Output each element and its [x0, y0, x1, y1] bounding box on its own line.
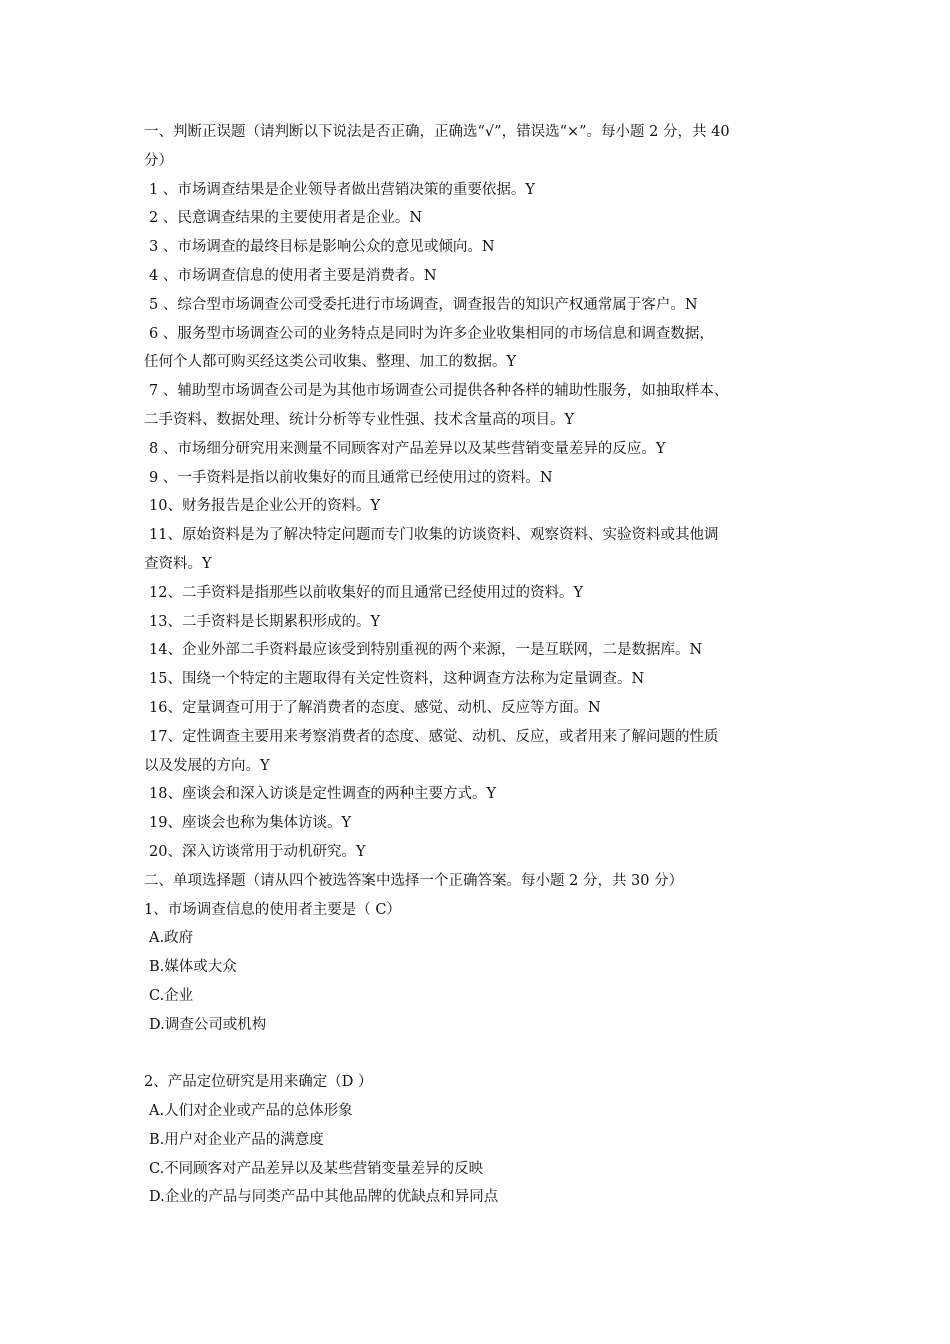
true-false-item-3: 3 、市场调查的最终目标是影响公众的意见或倾向。N [149, 239, 495, 256]
section-1-title-line-2: 分） [144, 152, 173, 169]
question-2-option-a: A.人们对企业或产品的总体形象 [149, 1103, 353, 1120]
true-false-item-4: 4 、市场调查信息的使用者主要是消费者。N [149, 267, 437, 284]
question-1-option-d: D.调查公司或机构 [149, 1016, 267, 1033]
question-1-option-a: A.政府 [149, 930, 194, 947]
true-false-item-18: 18、座谈会和深入访谈是定性调查的两种主要方式。Y [149, 786, 497, 803]
true-false-item-11-continuation: 查资料。Y [144, 555, 212, 572]
true-false-item-12: 12、二手资料是指那些以前收集好的而且通常已经使用过的资料。Y [149, 584, 584, 601]
true-false-item-17: 17、定性调查主要用来考察消费者的态度、感觉、动机、反应，或者用来了解问题的性质 [149, 728, 719, 745]
true-false-item-11: 11、原始资料是为了解决特定问题而专门收集的访谈资料、观察资料、实验资料或其他调 [149, 527, 719, 544]
question-2-option-b: B.用户对企业产品的满意度 [149, 1131, 324, 1148]
true-false-item-10: 10、财务报告是企业公开的资料。Y [149, 498, 381, 515]
true-false-item-1: 1 、市场调查结果是企业领导者做出营销决策的重要依据。Y [149, 181, 535, 198]
question-2-option-c: C.不同顾客对产品差异以及某些营销变量差异的反映 [149, 1160, 484, 1177]
section-2-title: 二、单项选择题（请从四个被选答案中选择一个正确答案。每小题 2 分，共 30 分） [144, 872, 684, 889]
true-false-item-8: 8 、市场细分研究用来测量不同顾客对产品差异以及某些营销变量差异的反应。Y [149, 440, 666, 457]
section-1-title-line-1: 一、判断正误题（请判断以下说法是否正确，正确选“√”，错误选“×”。每小题 2 分，共 40 [144, 124, 730, 140]
document-body [144, 118, 824, 1212]
question-1-option-b: B.媒体或大众 [149, 959, 237, 976]
true-false-item-16: 16、定量调查可用于了解消费者的态度、感觉、动机、反应等方面。N [149, 699, 601, 716]
true-false-item-7: 7 、辅助型市场调查公司是为其他市场调查公司提供各种各样的辅助性服务，如抽取样本、 [149, 383, 729, 400]
question-1-option-c: C.企业 [149, 987, 194, 1004]
question-2-option-d: D.企业的产品与同类产品中其他品牌的优缺点和异同点 [149, 1189, 499, 1206]
true-false-item-20: 20、深入访谈常用于动机研究。Y [149, 843, 366, 860]
question-1-stem: 1、市场调查信息的使用者主要是（ C） [144, 901, 401, 918]
true-false-item-19: 19、座谈会也称为集体访谈。Y [149, 815, 352, 832]
true-false-item-9: 9 、一手资料是指以前收集好的而且通常已经使用过的资料。N [149, 469, 553, 486]
paragraph-gap [144, 1040, 824, 1069]
true-false-item-2: 2 、民意调查结果的主要使用者是企业。N [149, 210, 423, 227]
true-false-item-7-continuation: 二手资料、数据处理、统计分析等专业性强、技术含量高的项目。Y [144, 411, 575, 428]
question-2-stem: 2、产品定位研究是用来确定（D ） [144, 1074, 373, 1091]
true-false-item-15: 15、围绕一个特定的主题取得有关定性资料，这种调查方法称为定量调查。N [149, 671, 645, 688]
true-false-item-6-continuation: 任何个人都可购买经这类公司收集、整理、加工的数据。Y [144, 354, 517, 371]
true-false-item-13: 13、二手资料是长期累积形成的。Y [149, 613, 381, 630]
true-false-item-6: 6 、服务型市场调查公司的业务特点是同时为许多企业收集相同的市场信息和调查数据， [149, 325, 714, 342]
true-false-item-5: 5 、综合型市场调查公司受委托进行市场调查，调查报告的知识产权通常属于客户。N [149, 296, 698, 313]
true-false-item-14: 14、企业外部二手资料最应该受到特别重视的两个来源，一是互联网，二是数据库。N [149, 642, 703, 659]
true-false-item-17-continuation: 以及发展的方向。Y [144, 757, 270, 774]
